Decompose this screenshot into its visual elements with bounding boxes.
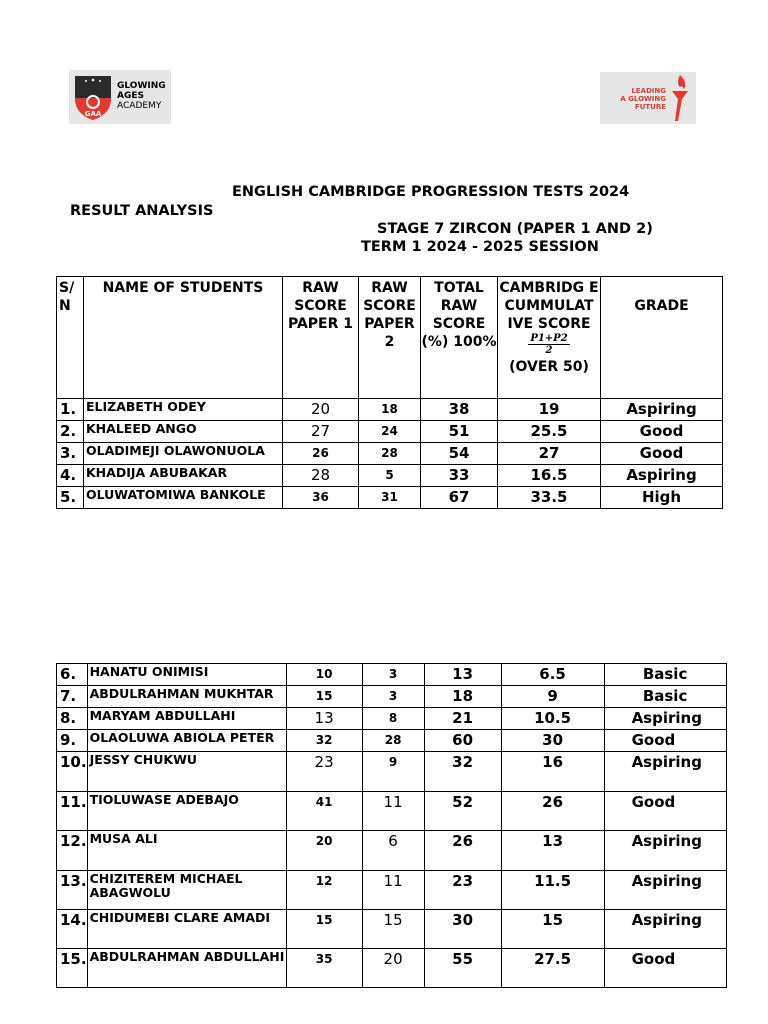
raw-score-paper-1: 10 [286, 664, 362, 686]
raw-score-paper-2: 28 [359, 443, 421, 465]
raw-score-paper-1: 41 [286, 792, 362, 831]
table-row [57, 443, 723, 465]
total-raw-score: 51 [421, 421, 498, 443]
grade: Aspiring [601, 465, 723, 487]
cambridge-cumulative-score: 27.5 [501, 949, 604, 988]
glowing-ages-academy-logo [69, 70, 171, 124]
cambridge-cumulative-score: 26 [501, 792, 604, 831]
raw-score-paper-2: 24 [359, 421, 421, 443]
cambridge-cumulative-score: 30 [501, 730, 604, 752]
row-number: 4. [57, 465, 84, 487]
raw-score-paper-1: 26 [283, 443, 359, 465]
formula [528, 333, 569, 356]
table-row [57, 664, 727, 686]
raw-score-paper-1: 15 [286, 686, 362, 708]
table-row [57, 792, 727, 831]
total-raw-score: 18 [424, 686, 501, 708]
student-name: KHALEED ANGO [84, 421, 283, 443]
slogan-line-1: LEADING [631, 87, 666, 95]
logo-line-1: GLOWING [117, 81, 166, 91]
col-header-total: TOTAL RAW SCORE (%) 100% [421, 277, 498, 399]
raw-score-paper-2: 20 [362, 949, 424, 988]
row-number: 6. [57, 664, 88, 686]
raw-score-paper-2: 15 [362, 910, 424, 949]
raw-score-paper-1: 12 [286, 871, 362, 910]
student-name: MARYAM ABDULLAHI [87, 708, 286, 730]
col-header-raw1: RAW SCORE PAPER 1 [283, 277, 359, 399]
student-name: TIOLUWASE ADEBAJO [87, 792, 286, 831]
table-row [57, 871, 727, 910]
raw-score-paper-1: 15 [286, 910, 362, 949]
logo-line-2: AGES [117, 91, 144, 101]
cambridge-cumulative-score: 16 [501, 752, 604, 792]
row-number: 1. [57, 399, 84, 421]
raw-score-paper-1: 35 [286, 949, 362, 988]
total-raw-score: 21 [424, 708, 501, 730]
raw-score-paper-2: 5 [359, 465, 421, 487]
grade: Basic [604, 664, 726, 686]
table-row [57, 686, 727, 708]
student-name: JESSY CHUKWU [87, 752, 286, 792]
table-header-row [57, 277, 723, 399]
row-number: 5. [57, 487, 84, 509]
table-row [57, 730, 727, 752]
grade: Good [604, 949, 726, 988]
grade: Good [601, 421, 723, 443]
logo-wordmark [117, 81, 166, 111]
formula-numerator: P1+P2 [530, 333, 568, 344]
stage-label: STAGE 7 ZIRCON (PAPER 1 AND 2) [377, 221, 653, 237]
table-row [57, 708, 727, 730]
row-number: 13. [57, 871, 88, 910]
total-raw-score: 54 [421, 443, 498, 465]
raw-score-paper-1: 20 [283, 399, 359, 421]
row-number: 15. [57, 949, 88, 988]
raw-score-paper-1: 13 [286, 708, 362, 730]
student-name: OLAOLUWA ABIOLA PETER [87, 730, 286, 752]
table-row [57, 752, 727, 792]
col-header-sn: S/ N [57, 277, 84, 399]
cambridge-cumulative-score: 10.5 [501, 708, 604, 730]
logo-badge-text: GAA [84, 110, 102, 118]
cambridge-cumulative-score: 25.5 [498, 421, 601, 443]
grade: Aspiring [604, 910, 726, 949]
cambridge-cumulative-score: 16.5 [498, 465, 601, 487]
results-table-part-1 [56, 276, 723, 509]
student-name: CHIDUMEBI CLARE AMADI [87, 910, 286, 949]
student-name: ABDULRAHMAN MUKHTAR [87, 686, 286, 708]
row-number: 2. [57, 421, 84, 443]
cambridge-cumulative-score: 11.5 [501, 871, 604, 910]
student-name: ABDULRAHMAN ABDULLAHI [87, 949, 286, 988]
col-header-name: NAME OF STUDENTS [84, 277, 283, 399]
total-raw-score: 30 [424, 910, 501, 949]
grade: Aspiring [604, 752, 726, 792]
row-number: 8. [57, 708, 88, 730]
total-raw-score: 13 [424, 664, 501, 686]
torch-icon [666, 73, 694, 123]
report-title: ENGLISH CAMBRIDGE PROGRESSION TESTS 2024 [232, 184, 630, 200]
row-number: 7. [57, 686, 88, 708]
table-row [57, 399, 723, 421]
total-raw-score: 32 [424, 752, 501, 792]
row-number: 10. [57, 752, 88, 792]
total-raw-score: 67 [421, 487, 498, 509]
cambridge-label: CAMBRIDG E CUMMULAT IVE SCORE [499, 280, 599, 332]
gaa-shield-icon [72, 72, 114, 122]
student-name: MUSA ALI [87, 831, 286, 871]
table-row [57, 949, 727, 988]
row-number: 9. [57, 730, 88, 752]
row-number: 11. [57, 792, 88, 831]
col-header-raw2: RAW SCORE PAPER 2 [359, 277, 421, 399]
raw-score-paper-2: 3 [362, 664, 424, 686]
cambridge-cumulative-score: 15 [501, 910, 604, 949]
raw-score-paper-1: 36 [283, 487, 359, 509]
col-header-cambridge [498, 277, 601, 399]
student-name: OLUWATOMIWA BANKOLE [84, 487, 283, 509]
table-row [57, 421, 723, 443]
row-number: 14. [57, 910, 88, 949]
cambridge-cumulative-score: 13 [501, 831, 604, 871]
student-name: ELIZABETH ODEY [84, 399, 283, 421]
raw-score-paper-2: 8 [362, 708, 424, 730]
raw-score-paper-2: 18 [359, 399, 421, 421]
raw-score-paper-2: 6 [362, 831, 424, 871]
slogan-text [620, 87, 666, 111]
grade: Good [604, 730, 726, 752]
slogan-line-3: FUTURE [634, 103, 666, 111]
raw-score-paper-2: 31 [359, 487, 421, 509]
raw-score-paper-2: 11 [362, 792, 424, 831]
table-row [57, 831, 727, 871]
grade: Good [604, 792, 726, 831]
student-name: HANATU ONIMISI [87, 664, 286, 686]
table-row [57, 487, 723, 509]
raw-score-paper-1: 23 [286, 752, 362, 792]
over-50-label: (OVER 50) [509, 359, 589, 375]
row-number: 3. [57, 443, 84, 465]
table-row [57, 910, 727, 949]
grade: Aspiring [601, 399, 723, 421]
formula-denominator: 2 [545, 345, 553, 356]
grade: High [601, 487, 723, 509]
total-raw-score: 26 [424, 831, 501, 871]
student-name: KHADIJA ABUBAKAR [84, 465, 283, 487]
report-subtitle: RESULT ANALYSIS [70, 203, 214, 219]
cambridge-cumulative-score: 33.5 [498, 487, 601, 509]
cambridge-cumulative-score: 19 [498, 399, 601, 421]
table-body-part-2 [57, 664, 727, 988]
grade: Aspiring [604, 871, 726, 910]
term-label: TERM 1 2024 - 2025 SESSION [361, 239, 599, 255]
total-raw-score: 52 [424, 792, 501, 831]
col-header-grade: GRADE [601, 277, 723, 399]
grade: Basic [604, 686, 726, 708]
cambridge-cumulative-score: 27 [498, 443, 601, 465]
raw-score-paper-1: 27 [283, 421, 359, 443]
row-number: 12. [57, 831, 88, 871]
raw-score-paper-1: 20 [286, 831, 362, 871]
results-table-part-2 [56, 663, 727, 988]
raw-score-paper-2: 28 [362, 730, 424, 752]
cambridge-cumulative-score: 9 [501, 686, 604, 708]
grade: Good [601, 443, 723, 465]
grade: Aspiring [604, 708, 726, 730]
student-name: CHIZITEREM MICHAEL ABAGWOLU [87, 871, 286, 910]
student-name: OLADIMEJI OLAWONUOLA [84, 443, 283, 465]
slogan-line-2: A GLOWING [620, 95, 666, 103]
total-raw-score: 38 [421, 399, 498, 421]
total-raw-score: 55 [424, 949, 501, 988]
logo-line-3: ACADEMY [117, 101, 162, 111]
cambridge-cumulative-score: 6.5 [501, 664, 604, 686]
total-raw-score: 60 [424, 730, 501, 752]
total-raw-score: 33 [421, 465, 498, 487]
raw-score-paper-2: 11 [362, 871, 424, 910]
total-raw-score: 23 [424, 871, 501, 910]
raw-score-paper-2: 9 [362, 752, 424, 792]
grade: Aspiring [604, 831, 726, 871]
raw-score-paper-1: 28 [283, 465, 359, 487]
raw-score-paper-2: 3 [362, 686, 424, 708]
leading-future-logo [600, 72, 696, 124]
table-row [57, 465, 723, 487]
raw-score-paper-1: 32 [286, 730, 362, 752]
table-body-part-1 [57, 399, 723, 509]
